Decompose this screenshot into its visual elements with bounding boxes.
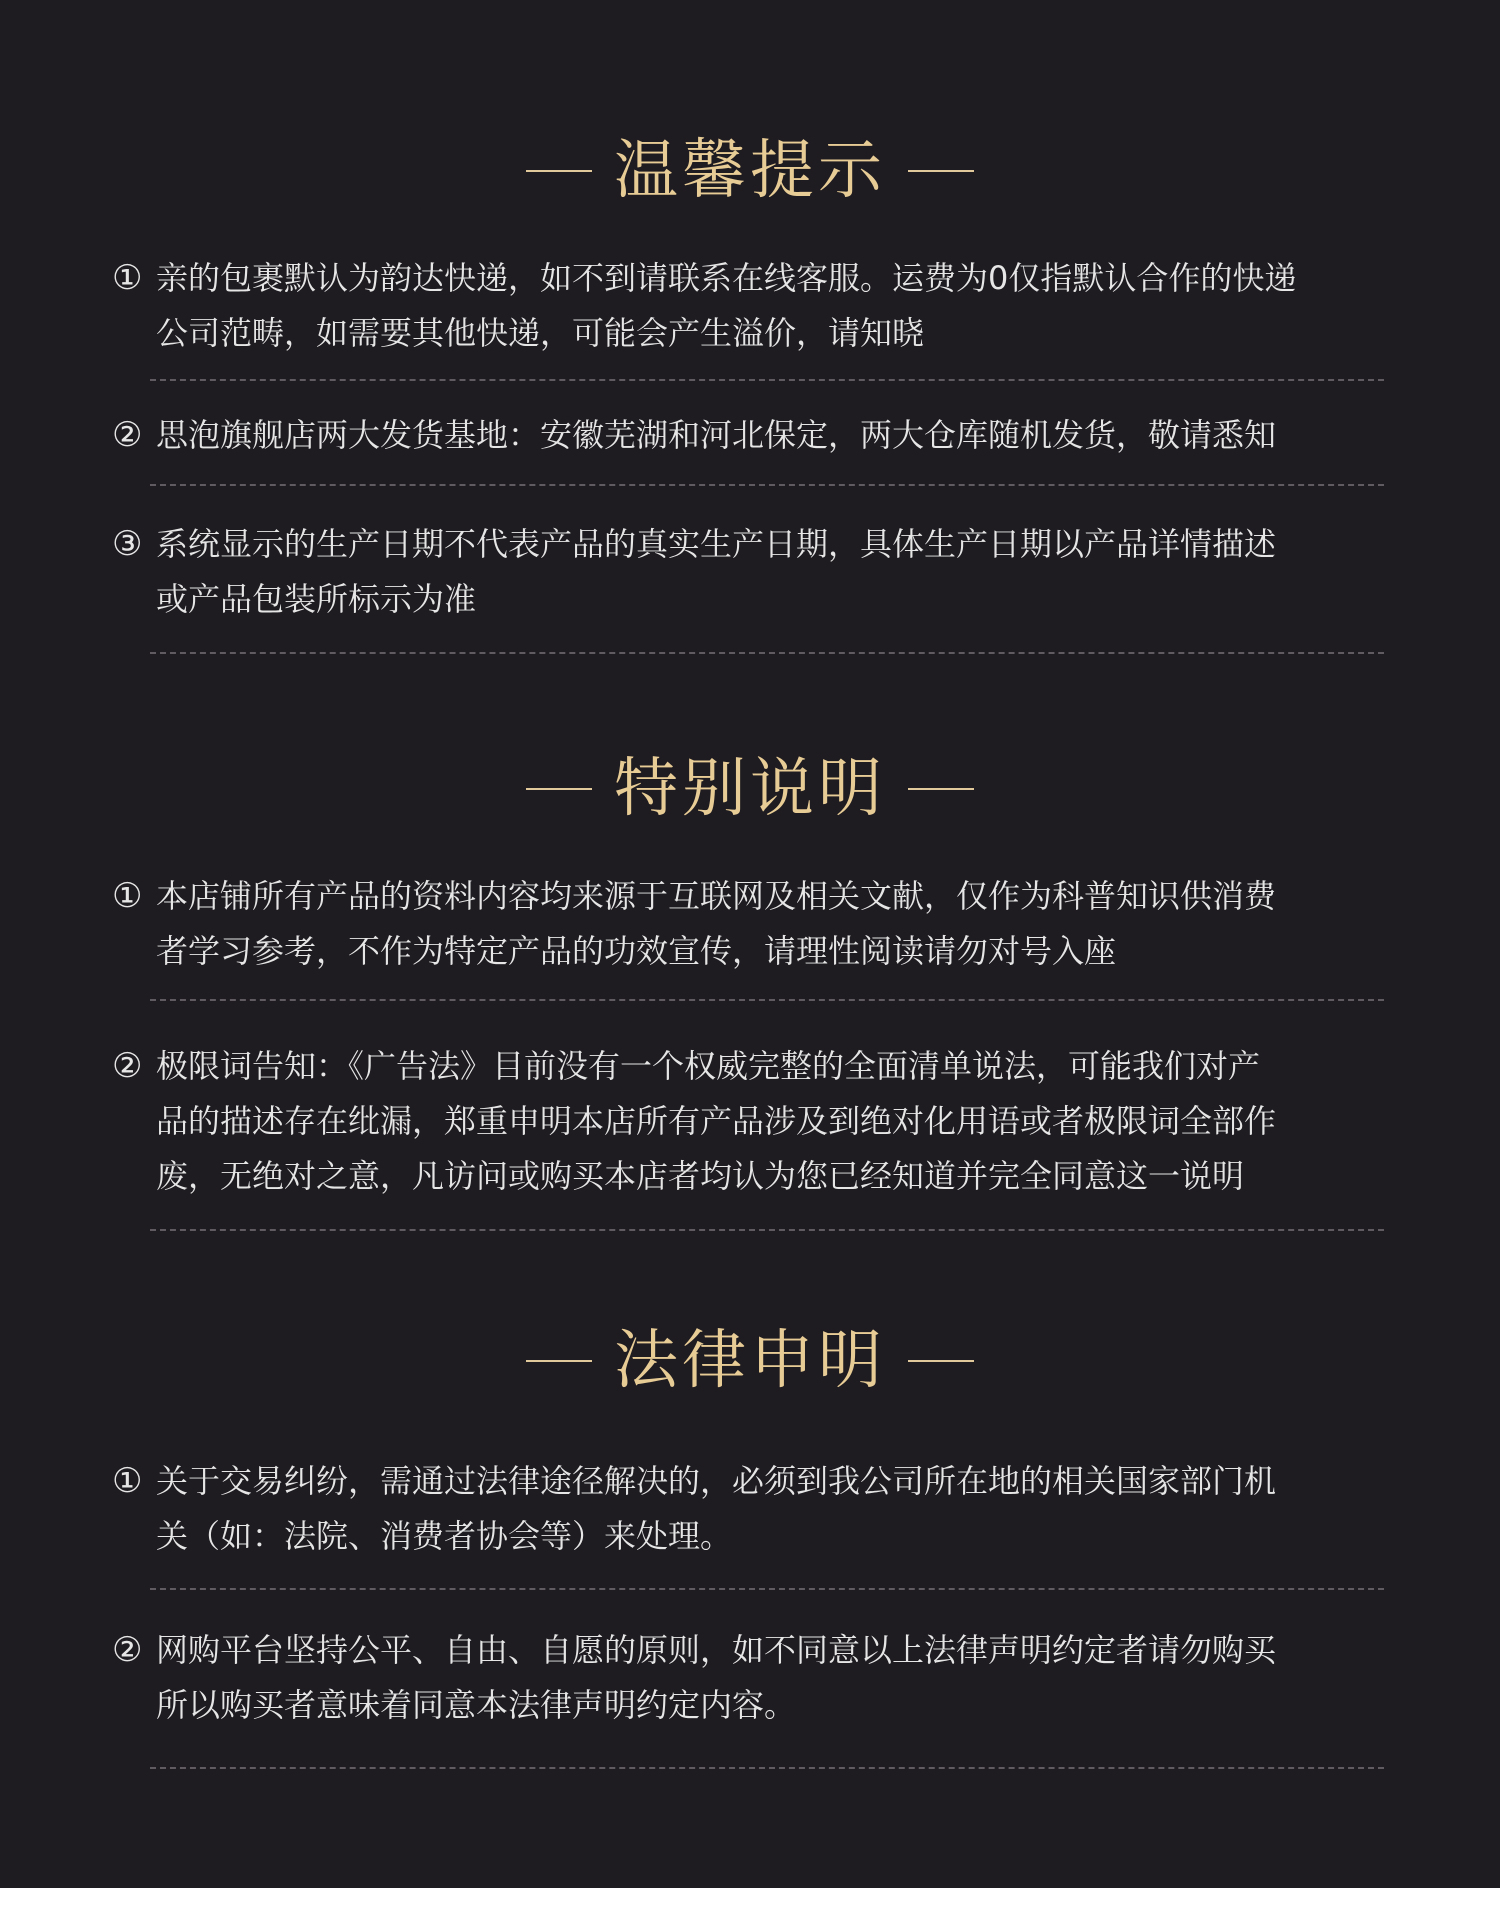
item-number: ②	[112, 1046, 143, 1086]
dashed-divider	[150, 999, 1384, 1001]
dashed-divider	[150, 379, 1384, 381]
section-title-text: 温馨提示	[614, 134, 886, 208]
item-number: ①	[112, 876, 143, 916]
legal-item-1	[112, 1454, 1402, 1564]
warm-tip-item-3	[112, 517, 1402, 627]
section-title-warm-tips	[0, 126, 1500, 216]
item-number: ②	[112, 415, 143, 455]
title-right-line	[908, 170, 974, 172]
title-right-line	[908, 788, 974, 790]
title-right-line	[908, 1360, 974, 1362]
dashed-divider	[150, 1767, 1384, 1769]
item-number: ①	[112, 258, 143, 298]
dashed-divider	[150, 484, 1384, 486]
special-note-item-2	[112, 1039, 1402, 1204]
warm-tip-item-2	[112, 408, 1402, 463]
item-text: 系统显示的生产日期不代表产品的真实生产日期，具体生产日期以产品详情描述 或产品包装所标示为准	[156, 525, 1277, 618]
item-text: 亲的包裹默认为韵达快递，如不到请联系在线客服。运费为0仅指默认合作的快递 公司范畴，如需要其他快递，可能会产生溢价，请知晓	[156, 259, 1297, 352]
section-title-legal-statement	[0, 1316, 1500, 1406]
legal-item-2	[112, 1623, 1402, 1733]
section-title-text: 法律申明	[614, 1324, 886, 1398]
special-note-item-1	[112, 869, 1402, 979]
item-text: 网购平台坚持公平、自由、自愿的原则，如不同意以上法律声明约定者请勿购买 所以购买者意味着同意本法律声明约定内容。	[156, 1631, 1277, 1724]
dashed-divider	[150, 652, 1384, 654]
section-title-special-notes	[0, 744, 1500, 834]
item-text: 思泡旗舰店两大发货基地：安徽芜湖和河北保定，两大仓库随机发货，敬请悉知	[156, 416, 1277, 454]
dashed-divider	[150, 1588, 1384, 1590]
title-left-line	[526, 1360, 592, 1362]
section-title-text: 特别说明	[614, 752, 886, 826]
item-text: 极限词告知：《广告法》目前没有一个权威完整的全面清单说法，可能我们对产 品的描述存在纰漏，郑重申明本店所有产品涉及到绝对化用语或者极限词全部作 废，无绝对之意，凡访问或购买本店者均认为您已经知道并完全同意这一说明	[156, 1047, 1277, 1195]
item-text: 本店铺所有产品的资料内容均来源于互联网及相关文献，仅作为科普知识供消费 者学习参考，不作为特定产品的功效宣传，请理性阅读请勿对号入座	[156, 877, 1277, 970]
title-left-line	[526, 170, 592, 172]
warm-tip-item-1	[112, 251, 1402, 361]
title-left-line	[526, 788, 592, 790]
item-number: ②	[112, 1630, 143, 1670]
item-number: ①	[112, 1461, 143, 1501]
dashed-divider	[150, 1229, 1384, 1231]
item-number: ③	[112, 524, 143, 564]
item-text: 关于交易纠纷，需通过法律途径解决的，必须到我公司所在地的相关国家部门机 关（如：法院、消费者协会等）来处理。	[156, 1462, 1277, 1555]
